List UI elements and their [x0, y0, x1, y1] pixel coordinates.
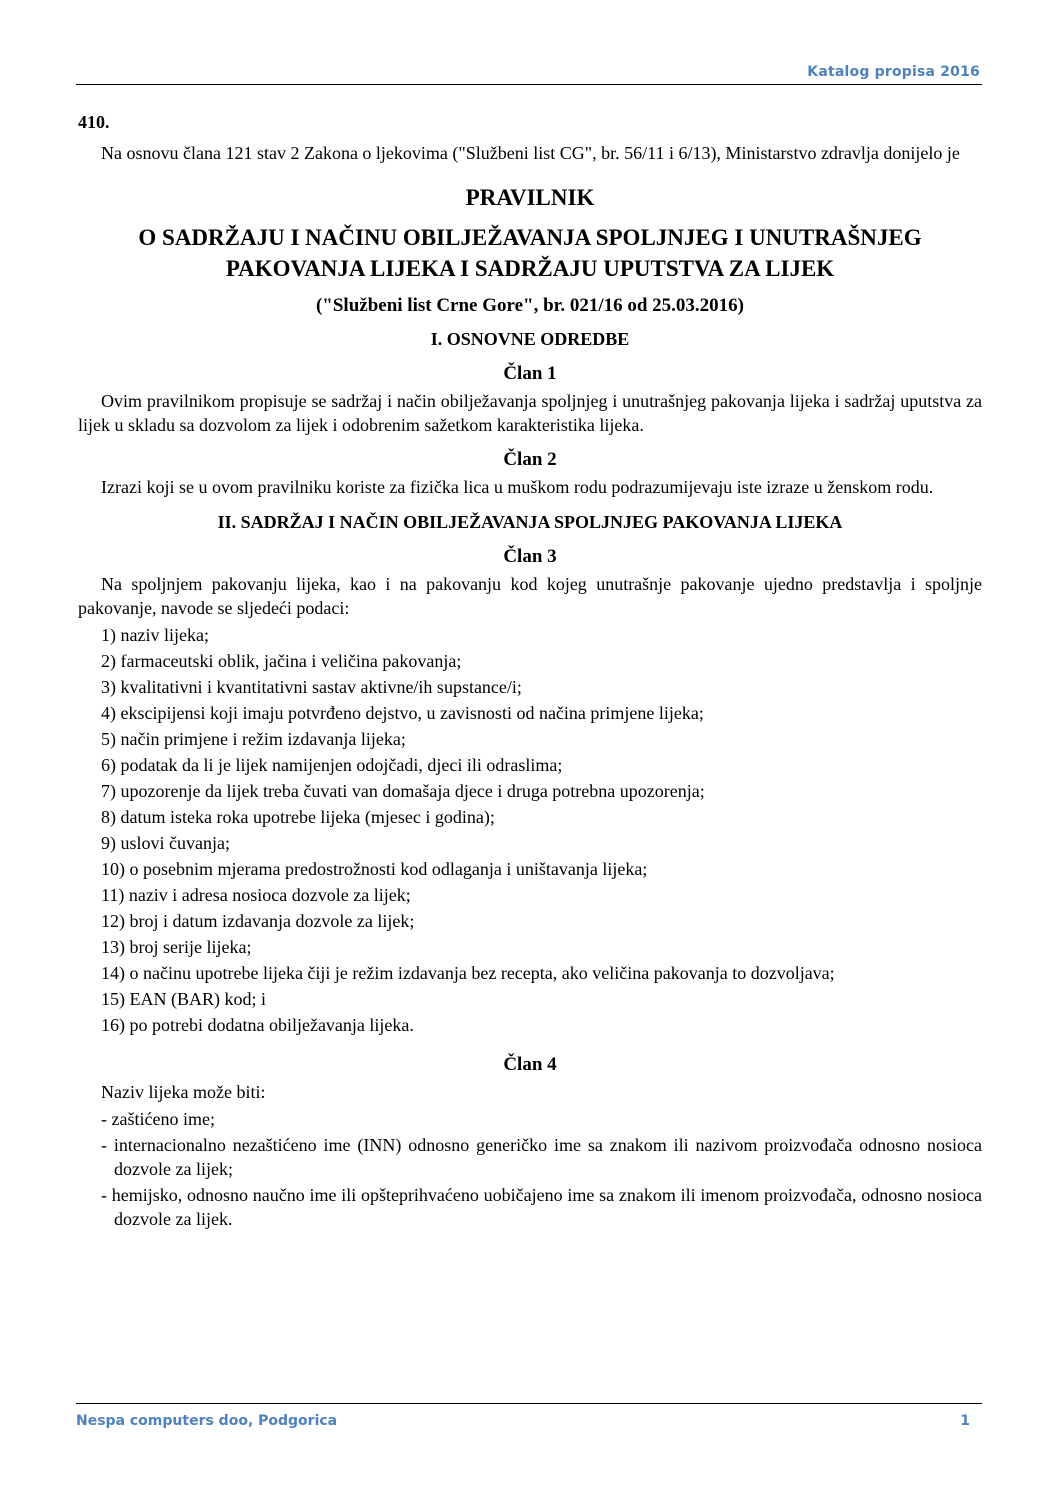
list-item: 13) broj serije lijeka;	[101, 937, 252, 957]
document-title: PRAVILNIK	[465, 185, 595, 210]
list-item: 14) o načinu upotrebe lijeka čiji je režim izdavanja bez recepta, ako veličina pakovanja to dozvoljava;	[101, 963, 835, 983]
document-subtitle: O SADRŽAJU I NAČINU OBILJEŽAVANJA SPOLJNJEG I UNUTRAŠNJEG PAKOVANJA LIJEKA I SADRŽAJU UPUTSTVA ZA LIJEK	[138, 225, 922, 281]
article-2-text: Izrazi koji se u ovom pravilniku koriste za fizička lica u muškom rodu podrazumijevaju iste izraze u ženskom rodu.	[101, 477, 934, 497]
header-title: Katalog propisa 2016	[807, 64, 980, 80]
list-item: 3) kvalitativni i kvantitativni sastav aktivne/ih supstance/i;	[101, 677, 522, 697]
article-1-text: Ovim pravilnikom propisuje se sadržaj i način obilježavanja spoljnjeg i unutrašnjeg pakovanja lijeka i sadržaj uputstva za lijek u skladu sa dozvolom za lijek i odobrenim sažetkom karakteristika lijeka.	[78, 391, 982, 435]
article-4-intro: Naziv lijeka može biti:	[101, 1082, 266, 1102]
article-3-list	[78, 623, 982, 1039]
list-item: 11) naziv i adresa nosioca dozvole za lijek;	[101, 885, 411, 905]
list-item: 12) broj i datum izdavanja dozvole za lijek;	[101, 911, 415, 931]
list-item: - zaštićeno ime;	[101, 1109, 215, 1129]
page-footer	[76, 1403, 982, 1432]
list-item: 16) po potrebi dodatna obilježavanja lijeka.	[101, 1015, 414, 1035]
document-body	[78, 110, 982, 1233]
list-item: - internacionalno nezaštićeno ime (INN) odnosno generičko ime sa znakom ili nazivom proizvođača odnosno nosioca dozvole za lijek;	[101, 1135, 982, 1179]
article-1-heading: Član 1	[503, 363, 557, 384]
list-item: 8) datum isteka roka upotrebe lijeka (mjesec i godina);	[101, 807, 495, 827]
page-header	[76, 62, 982, 85]
regulation-number: 410.	[78, 112, 110, 132]
list-item: 9) uslovi čuvanja;	[101, 833, 230, 853]
list-item: 6) podatak da li je lijek namijenjen odojčadi, djeci ili odraslima;	[101, 755, 563, 775]
gazette-reference: ("Službeni list Crne Gore", br. 021/16 od 25.03.2016)	[315, 295, 745, 316]
list-item: 1) naziv lijeka;	[101, 625, 209, 645]
article-3-intro: Na spoljnjem pakovanju lijeka, kao i na pakovanju kod kojeg unutrašnje pakovanje ujedno predstavlja i spoljnje pakovanje, navode se sljedeći podaci:	[78, 574, 982, 618]
list-item: - hemijsko, odnosno naučno ime ili opšteprihvaćeno uobičajeno ime sa znakom ili imenom proizvođača, odnosno nosioca dozvole za lijek.	[101, 1185, 982, 1229]
list-item: 2) farmaceutski oblik, jačina i veličina pakovanja;	[101, 651, 462, 671]
article-2-heading: Član 2	[503, 449, 557, 470]
preamble: Na osnovu člana 121 stav 2 Zakona o ljekovima ("Službeni list CG", br. 56/11 i 6/13), Ministarstvo zdravlja donijelo je	[101, 143, 960, 163]
list-item: 15) EAN (BAR) kod; i	[101, 989, 266, 1009]
list-item: 4) ekscipijensi koji imaju potvrđeno dejstvo, u zavisnosti od načina primjene lijeka;	[101, 703, 704, 723]
article-4-heading: Član 4	[503, 1054, 557, 1075]
page-number: 1	[960, 1413, 970, 1429]
article-4-list	[78, 1107, 982, 1231]
list-item: 7) upozorenje da lijek treba čuvati van domašaja djece i druga potrebna upozorenja;	[101, 781, 705, 801]
section-heading-2: II. SADRŽAJ I NAČIN OBILJEŽAVANJA SPOLJNJEG PAKOVANJA LIJEKA	[217, 512, 843, 532]
footer-publisher: Nespa computers doo, Podgorica	[76, 1413, 338, 1429]
list-item: 5) način primjene i režim izdavanja lijeka;	[101, 729, 406, 749]
article-3-heading: Član 3	[503, 546, 557, 567]
list-item: 10) o posebnim mjerama predostrožnosti kod odlaganja i uništavanja lijeka;	[101, 859, 648, 879]
section-heading-1: I. OSNOVNE ODREDBE	[430, 329, 630, 349]
